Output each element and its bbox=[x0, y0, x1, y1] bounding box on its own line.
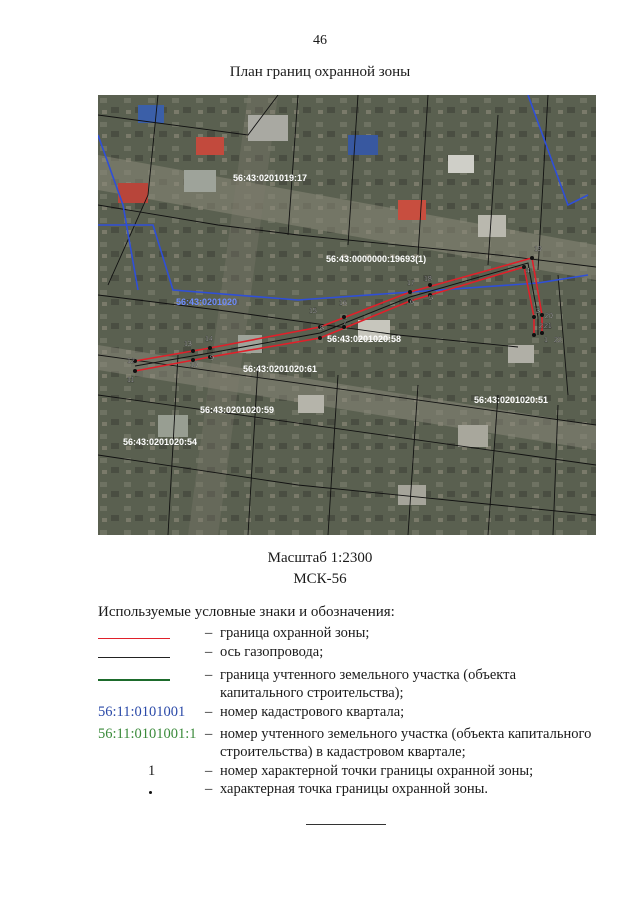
quarter-label: 56:43:0201020 bbox=[176, 297, 238, 307]
house-roof bbox=[118, 183, 148, 203]
legend-symbol bbox=[98, 780, 200, 798]
point-number: 20 bbox=[545, 313, 553, 320]
legend-dash: – bbox=[205, 644, 213, 660]
point-number: 21 bbox=[544, 323, 552, 330]
point-dot-icon bbox=[149, 791, 152, 794]
house-roof bbox=[348, 135, 378, 155]
parcel-number-sample: 56:11:0101001:1 bbox=[98, 726, 197, 742]
point-number: 13 bbox=[184, 341, 192, 348]
legend-symbol bbox=[98, 666, 200, 684]
point-number: 3 bbox=[536, 308, 540, 315]
aerial-background bbox=[98, 95, 596, 535]
legend-text: ось газопровода; bbox=[220, 644, 324, 660]
parcel-label: 56:43:0201020:54 bbox=[123, 437, 198, 447]
point-number: 17 bbox=[407, 280, 415, 287]
legend-dash: – bbox=[205, 763, 213, 779]
legend-text: номер учтенного земельного участка (объекта капитального строительства) в кадастровом квартале; bbox=[220, 726, 592, 760]
legend-symbol bbox=[98, 725, 200, 743]
point-number: 10 bbox=[190, 362, 198, 369]
point-number: 19 bbox=[534, 246, 542, 253]
legend-dash: – bbox=[205, 667, 213, 683]
point-number: 12 bbox=[127, 358, 135, 365]
house-roof bbox=[508, 345, 534, 363]
point-number: 15 bbox=[309, 308, 317, 315]
legend-symbol bbox=[98, 703, 200, 721]
page-title: План границ охранной зоны bbox=[229, 64, 411, 80]
scale-text: Масштаб 1:2300 bbox=[267, 550, 373, 566]
point-number: 2 bbox=[539, 323, 543, 330]
legend-symbol bbox=[98, 762, 200, 780]
point-number-sample: 1 bbox=[148, 763, 156, 779]
house-roof bbox=[158, 415, 188, 437]
parcel-label: 56:43:0201020:58 bbox=[327, 334, 402, 344]
house-roof bbox=[298, 395, 324, 413]
legend-text: номер кадастрового квартала; bbox=[220, 704, 405, 720]
point-number: 7 bbox=[343, 320, 347, 327]
house-roof bbox=[398, 485, 426, 505]
point-number: 16 bbox=[339, 300, 347, 307]
legend-dash: – bbox=[205, 704, 213, 720]
point-number: 18 bbox=[424, 276, 432, 283]
point-number: 5 bbox=[429, 295, 433, 302]
point-number: 9 bbox=[210, 355, 214, 362]
quarter-number-sample: 56:11:0101001 bbox=[98, 704, 186, 720]
red-line-sample bbox=[98, 638, 170, 639]
point-number: 14 bbox=[205, 336, 213, 343]
legend-text: характерная точка границы охранной зоны. bbox=[220, 781, 489, 797]
black-line-sample bbox=[98, 657, 170, 658]
scale-block bbox=[0, 548, 640, 590]
legend-dash: – bbox=[205, 781, 213, 797]
house-roof bbox=[184, 170, 216, 192]
legend-text: граница учтенного земельного участка (объекта капитального строительства); bbox=[220, 667, 517, 701]
legend-dash: – bbox=[205, 726, 213, 742]
legend-symbol bbox=[98, 643, 200, 661]
point-number: 1 bbox=[544, 337, 548, 344]
house-roof bbox=[478, 215, 506, 237]
legend-symbol bbox=[98, 624, 200, 642]
map-svg bbox=[98, 95, 596, 535]
legend-title: Используемые условные знаки и обозначения: bbox=[98, 604, 395, 620]
house-roof bbox=[398, 200, 426, 220]
house-roof bbox=[248, 115, 288, 141]
house-roof bbox=[138, 105, 164, 123]
point-number: 4 bbox=[526, 268, 530, 275]
parcel-label: 56:43:0201020:59 bbox=[200, 405, 275, 415]
parcel-label: 56:43:0000000:19693(1) bbox=[326, 254, 427, 264]
parcel-label: 56:43:0201020:61 bbox=[243, 364, 318, 374]
house-roof bbox=[448, 155, 474, 173]
point-number: 22 bbox=[554, 337, 562, 344]
point-number: 8 bbox=[320, 325, 324, 332]
legend-dash: – bbox=[205, 625, 213, 641]
house-roof bbox=[196, 137, 224, 155]
parcel-label: 56:43:0201020:51 bbox=[474, 395, 549, 405]
legend-text: граница охранной зоны; bbox=[220, 625, 370, 641]
parcel-label: 56:43:0201019:17 bbox=[233, 173, 308, 183]
house-roof bbox=[458, 425, 488, 447]
point-number: 11 bbox=[127, 377, 135, 384]
crs-text: МСК-56 bbox=[293, 571, 347, 587]
page-number: 46 bbox=[313, 33, 327, 48]
green-line-sample bbox=[98, 679, 170, 681]
cadastral-map bbox=[98, 95, 596, 535]
bottom-rule bbox=[306, 824, 386, 825]
point-number: 6 bbox=[410, 299, 414, 306]
legend-text: номер характерной точки границы охранной зоны; bbox=[220, 763, 534, 779]
